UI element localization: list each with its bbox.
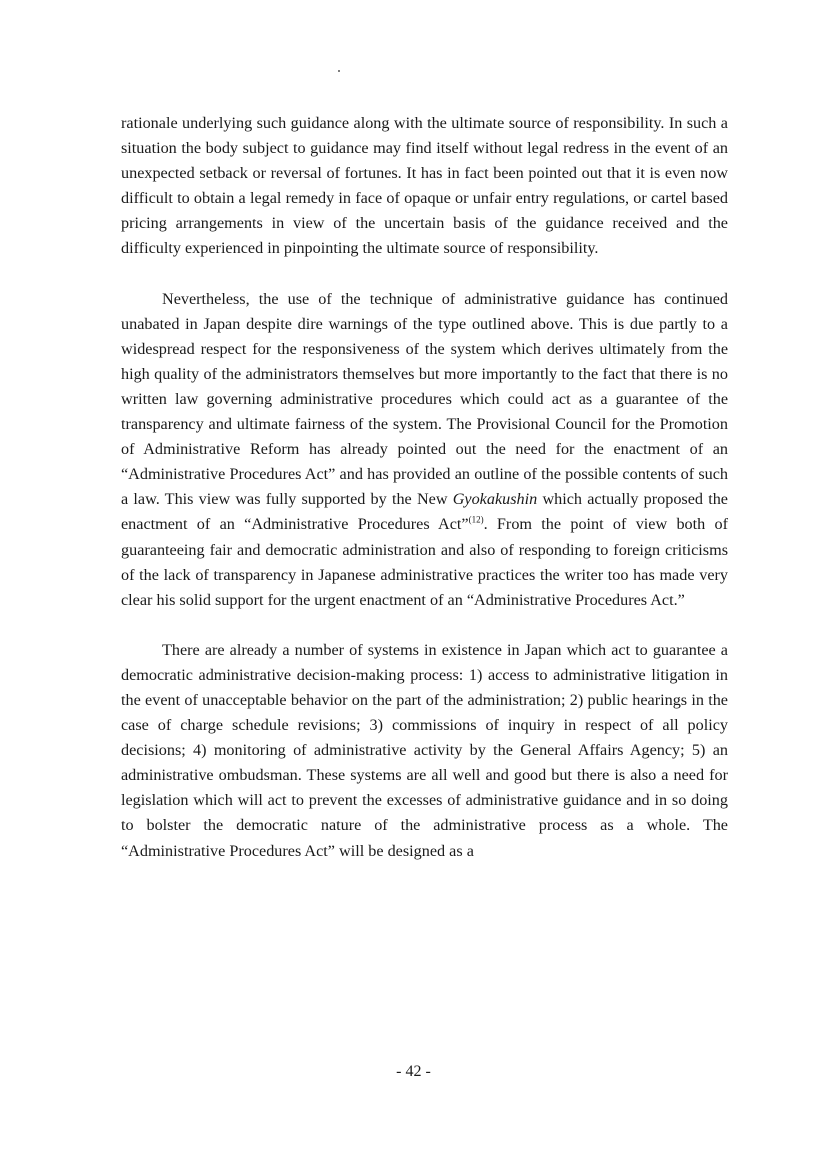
paragraph-1: rationale underlying such guidance along with the ultimate source of responsibility. In such a situation the body subject to guidance may find itself without legal redress in the event of an unexpected setback or reversal of fortunes. It has in fact been pointed out that it is even now difficult to obtain a legal remedy in face of opaque or unfair entry regulations, or cartel based pricing arrangements in view of the uncertain basis of the guidance received and the difficulty experienced in pinpointing the ultimate source of responsibility. [121, 114, 728, 258]
paragraph-2-text-b: which actually proposed the enactment of an “Administrative Procedures Act” [121, 490, 728, 534]
paragraph-2 [121, 287, 728, 613]
paragraph-2-text-a: Nevertheless, the use of the technique of administrative guidance has continued unabated in Japan despite dire warnings of the type outlined above. This is due partly to a widespread respect for the responsiveness of the system which derives ultimately from the high quality of the administrators themselves but more importantly to the fact that there is no written law governing administrative procedures which could act as a guarantee of the transparency and ultimate fairness of the system. The Provisional Council for the Promotion of Administrative Reform has already pointed out the need for the enactment of an “Administrative Procedures Act” and has provided an outline of the possible contents of such a law. This view was fully supported by the New [121, 289, 728, 509]
italic-term: Gyokakushin [452, 490, 538, 509]
footnote-reference: (12) [468, 515, 484, 526]
paragraph-2-text-c: . From the point of view both of guaranteeing fair and democratic administration and also of responding to foreign criticisms of the lack of transparency in Japanese administrative practices the writer too has made very clear his solid support for the urgent enactment of an “Administrative Procedures Act.” [121, 515, 728, 609]
paragraph-3: There are already a number of systems in existence in Japan which act to guarantee a democratic administrative decision-making process: 1) access to administrative litigation in the event of unacceptable behavior on the part of the administration; 2) public hearings in the case of charge schedule revisions; 3) commissions of inquiry in respect of all policy decisions; 4) monitoring of administrative activity by the General Affairs Agency; 5) an administrative ombudsman. These systems are all well and good but there is also a need for legislation which will act to prevent the excesses of administrative guidance and in so doing to bolster the democratic nature of the administrative process as a whole. The “Administrative Procedures Act” will be designed as a [121, 640, 728, 860]
body-text [121, 111, 728, 864]
page-number: - 42 - [396, 1063, 431, 1080]
scan-speck [338, 70, 340, 72]
